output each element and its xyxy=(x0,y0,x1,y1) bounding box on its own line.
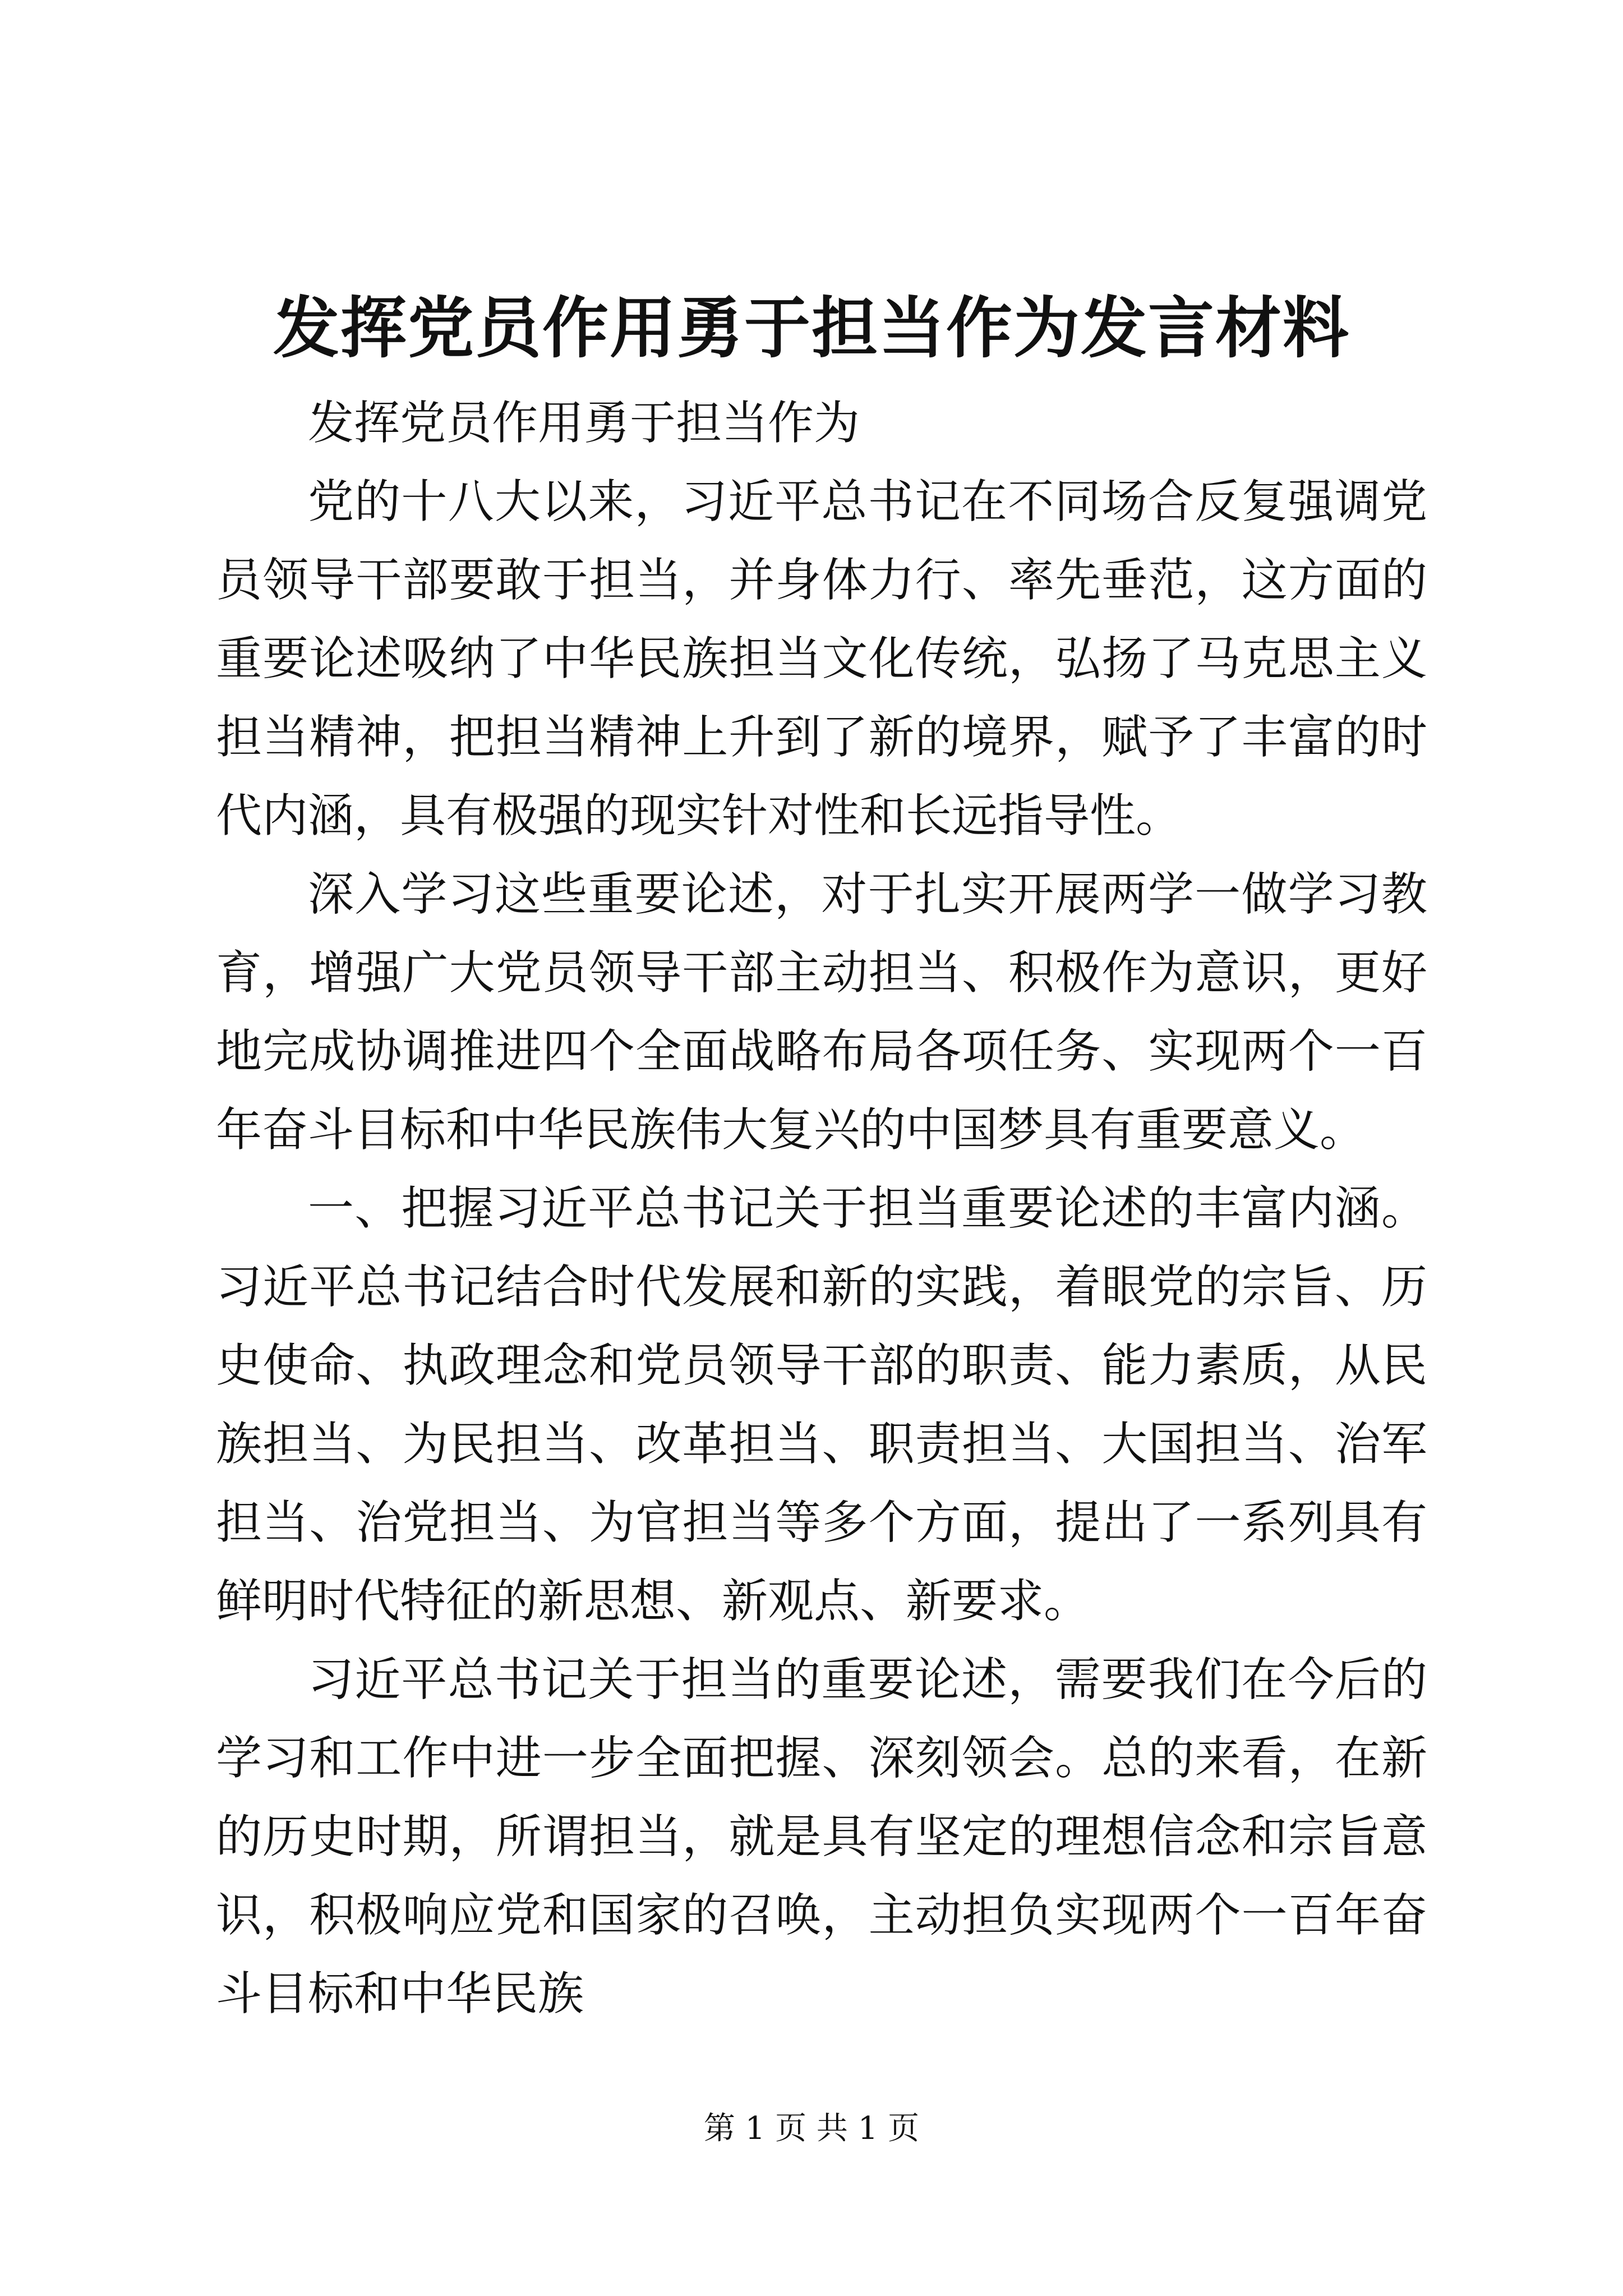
page-number-footer: 第 1 页 共 1 页 xyxy=(703,2110,920,2147)
paragraph-intro: 党的十八大以来，习近平总书记在不同场合反复强调党员领导干部要敢于担当，并身体力行、率先垂范，这方面的重要论述吸纳了中华民族担当文化传统，弘扬了马克思主义担当精神，把担当精神上升到了新的境界，赋予了丰富的时代内涵，具有极强的现实针对性和长远指导性。 xyxy=(216,475,1427,843)
paragraph-subtitle: 发挥党员作用勇于担当作为 xyxy=(308,397,860,450)
paragraph-understanding: 习近平总书记关于担当的重要论述，需要我们在今后的学习和工作中进一步全面把握、深刻领会。总的来看，在新的历史时期，所谓担当，就是具有坚定的理想信念和宗旨意识，积极响应党和国家的召唤，主动担负实现两个一百年奋斗目标和中华民族 xyxy=(216,1653,1427,2021)
document-body xyxy=(216,384,1427,2033)
document-title: 发挥党员作用勇于担当作为发言材料 xyxy=(273,289,1350,367)
paragraph-significance: 深入学习这些重要论述，对于扎实开展两学一做学习教育，增强广大党员领导干部主动担当、积极作为意识，更好地完成协调推进四个全面战略布局各项任务、实现两个一百年奋斗目标和中华民族伟大复兴的中国梦具有重要意义。 xyxy=(216,868,1427,1157)
paragraph-section-one: 一、把握习近平总书记关于担当重要论述的丰富内涵。习近平总书记结合时代发展和新的实践，着眼党的宗旨、历史使命、执政理念和党员领导干部的职责、能力素质，从民族担当、为民担当、改革担当、职责担当、大国担当、治军担当、治党担当、为官担当等多个方面，提出了一系列具有鲜明时代特征的新思想、新观点、新要求。 xyxy=(216,1182,1427,1628)
